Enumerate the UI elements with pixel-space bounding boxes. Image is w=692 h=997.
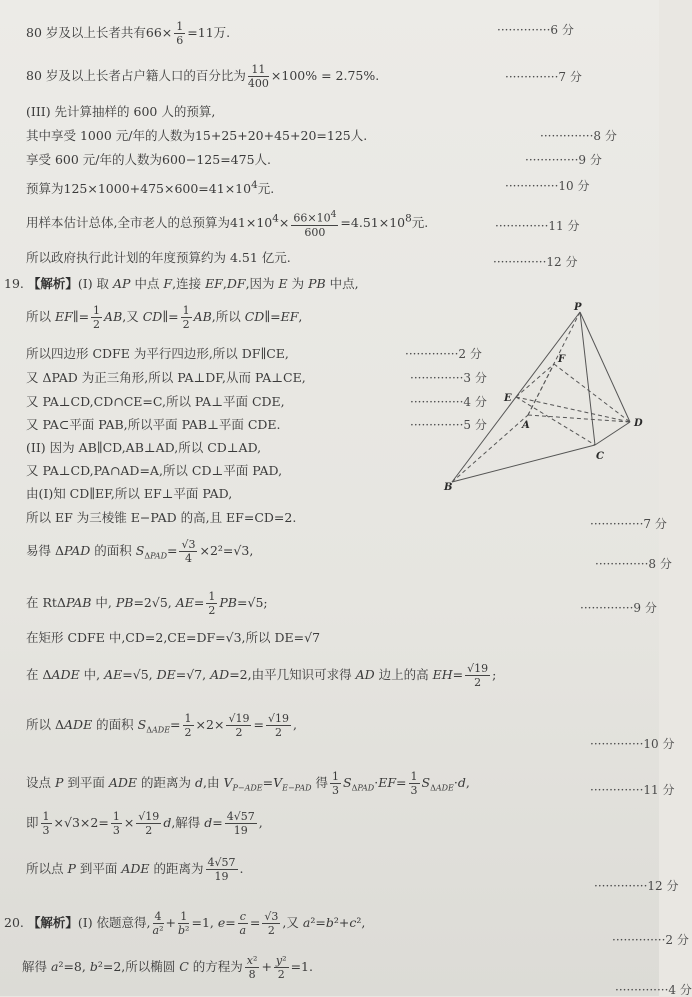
label-E: E (504, 393, 512, 404)
line-2: 80 岁及以上长者占户籍人口的百分比为 $\frac{11}{400}$ ×100% = 2.75%. (26, 63, 380, 90)
q19-line-7: (II) 因为 AB∥CD,AB⊥AD,所以 CD⊥AD, (26, 440, 262, 455)
line-6: 预算为$125\times 1000+475\times 600=41\times 10^4$元. (26, 179, 275, 197)
line-3: (III) 先计算抽样的 600 人的预算, (26, 104, 216, 119)
q19-line-3: 所以四边形 CDFE 为平行四边形,所以 DF∥CE, (26, 346, 289, 361)
points-7: ··············11 分 (495, 219, 580, 233)
q19-line-9: 由(I)知 CD∥EF,所以 EF⊥平面 PAD, (26, 486, 233, 501)
line-5: 享受 600 元/年的人数为600−125=475人. (26, 152, 272, 167)
points-q20-4: ··············4 分 (615, 983, 692, 997)
points-4: ··············8 分 (540, 129, 617, 143)
q19-line-10: 所以 EF 为三棱锥 E−PAD 的高,且 EF=CD=2. (26, 510, 297, 525)
pyramid-figure (440, 300, 655, 495)
q19-heading: 19. 【解析】(I) 取 AP 中点 F,连接 EF,DF,因为 E 为 PB 中点, (4, 276, 359, 291)
q19-line-2: 所以 EF∥= $\frac{1}{2}$ AB,又 CD∥= $\frac{1}{2}$ AB,所以 CD∥=EF, (26, 304, 303, 331)
label-D: D (634, 418, 643, 429)
points-6: ··············10 分 (505, 179, 590, 193)
points-q19-5: ··············5 分 (410, 418, 487, 432)
line-1: 80 岁及以上长者共有66× $\frac{1}{6}$ =11万. (26, 20, 231, 47)
q19-line-18: 所以点 P 到平面 ADE 的距离为 $\frac{4√57}{19}$ . (26, 856, 244, 883)
points-q19-12: ··············12 分 (594, 879, 679, 893)
q19-line-13: 在矩形 CDFE 中,CD=2,CE=DF=√3,所以 DE=√7 (26, 630, 321, 645)
label-F: F (558, 354, 566, 365)
points-q19-11: ··············11 分 (590, 783, 675, 797)
q19-line-5: 又 PA⊥CD,CD∩CE=C,所以 PA⊥平面 CDE, (26, 394, 285, 409)
points-8: ··············12 分 (493, 255, 578, 269)
q19-line-16: 设点 P 到平面 ADE 的距离为 d,由 $V_{P-ADE}=V_{E-PAD}$ 得 $\frac{1}{3}$ $S_{\Delta PAD}\cdot EF=$ $\frac{1}{3}$ $S_{\Delta ADE}\cdot d$, (26, 770, 470, 797)
points-q19-9: ··············9 分 (580, 601, 657, 615)
label-A: A (522, 420, 530, 431)
points-q19-7: ··············7 分 (590, 517, 667, 531)
label-C: C (596, 451, 604, 462)
q19-line-17: 即 $\frac{1}{3}$ ×√3×2= $\frac{1}{3}$ × $\frac{√19}{2}$ d,解得 d= $\frac{4√57}{19}$ , (26, 810, 263, 837)
q20-heading: 20. 【解析】(I) 依题意得, $\frac{4}{\text{a²}}$ + $\frac{1}{\text{b²}}$ =1, e= $\frac{c}{a}$ = $\frac{√3}{2}$ ,又 a²=b²+c², (4, 910, 366, 937)
q19-line-4: 又 ΔPAD 为正三角形,所以 PA⊥DF,从而 PA⊥CE, (26, 370, 306, 385)
q19-line-11: 易得 ΔPAD 的面积 $S_{\Delta PAD}=$ $\frac{√3}{4}$ ×2²=√3, (26, 538, 254, 565)
q20-line-2: 解得 a²=8, b²=2,所以椭圆 C 的方程为 $\frac{\text{x²}}{8}$ + $\frac{\text{y²}}{2}$ =1. (22, 954, 313, 981)
q19-line-6: 又 PA⊂平面 PAB,所以平面 PAB⊥平面 CDE. (26, 417, 281, 432)
points-q20-2: ··············2 分 (612, 933, 689, 947)
points-q19-10: ··············10 分 (590, 737, 675, 751)
q19-line-8: 又 PA⊥CD,PA∩AD=A,所以 CD⊥平面 PAD, (26, 463, 283, 478)
q19-line-12: 在 RtΔPAB 中, PB=2√5, AE= $\frac{1}{2}$ PB=√5; (26, 590, 268, 617)
label-B: B (444, 482, 453, 493)
line-8: 所以政府执行此计划的年度预算约为 4.51 亿元. (26, 250, 291, 265)
points-q19-8: ··············8 分 (595, 557, 672, 571)
line-7: 用样本估计总体,全市老人的总预算为$41\times 10^4\times$ $\frac{66\times 10^4}{600}$ $=4.51\times 10^8$元. (26, 209, 429, 239)
q19-line-15: 所以 ΔADE 的面积 $S_{\Delta ADE}=$ $\frac{1}{2}$ ×2× $\frac{√19}{2}$ = $\frac{√19}{2}$ , (26, 712, 297, 739)
points-q19-2: ··············2 分 (405, 347, 482, 361)
points-2: ··············7 分 (505, 70, 582, 84)
points-1: ··············6 分 (497, 23, 574, 37)
label-P: P (574, 302, 582, 313)
line-4: 其中享受 1000 元/年的人数为15+25+20+45+20=125人. (26, 128, 368, 143)
points-5: ··············9 分 (525, 153, 602, 167)
points-q19-3: ··············3 分 (410, 371, 487, 385)
q19-line-14: 在 ΔADE 中, AE=√5, DE=√7, AD=2,由平几知识可求得 AD 边上的高 EH= $\frac{√19}{2}$ ; (26, 662, 497, 689)
points-q19-4: ··············4 分 (410, 395, 487, 409)
